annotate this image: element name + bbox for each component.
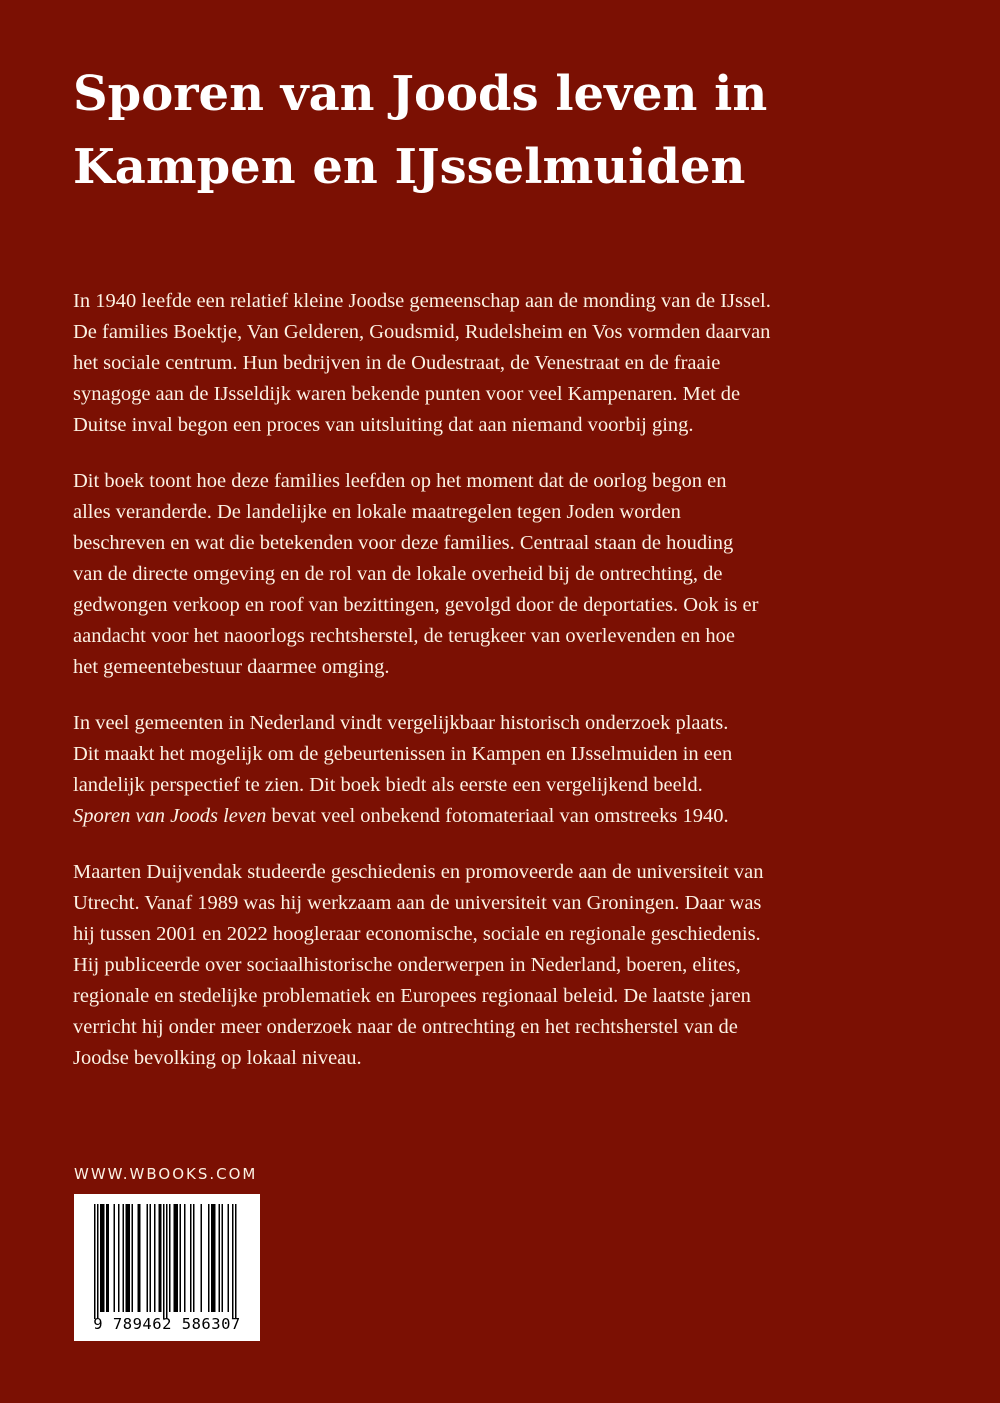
barcode-bar xyxy=(138,1204,140,1312)
barcode-bar xyxy=(175,1204,177,1312)
text-line: het gemeentebestuur daarmee omging. xyxy=(73,656,390,678)
text-line: In 1940 leefde een relatief kleine Joodse gemeenschap aan de monding van de IJssel. xyxy=(73,290,771,312)
text-line: alles veranderde. De landelijke en lokale maatregelen tegen Joden worden xyxy=(73,501,681,523)
text-line: Dit maakt het mogelijk om de gebeurtenissen in Kampen en IJsselmuiden in een xyxy=(73,743,733,765)
barcode-bar xyxy=(177,1204,179,1312)
barcode-bar xyxy=(184,1204,186,1312)
barcode-bar xyxy=(127,1204,129,1312)
barcode-bar xyxy=(174,1204,176,1312)
barcode-bar xyxy=(228,1204,230,1312)
barcode-bar xyxy=(214,1204,216,1312)
title-line-1: Sporen van Joods leven in xyxy=(73,66,768,122)
barcode-bar xyxy=(106,1204,108,1312)
paragraph-author-bio xyxy=(73,857,953,1074)
barcode-bar xyxy=(193,1204,195,1312)
text-line: Dit boek toont hoe deze families leefden op het moment dat de oorlog begon en xyxy=(73,470,727,492)
barcode-bar xyxy=(235,1204,237,1319)
isbn-barcode xyxy=(74,1194,260,1341)
barcode-bar xyxy=(208,1204,210,1312)
barcode-bar xyxy=(102,1204,104,1312)
barcode-bar xyxy=(118,1204,120,1312)
text-line: synagoge aan de IJsseldijk waren bekende punten voor veel Kampenaren. Met de xyxy=(73,383,741,405)
text-line: verricht hij onder meer onderzoek naar de ontrechting en het rechtsherstel van de xyxy=(73,1016,738,1038)
barcode-bar xyxy=(129,1204,131,1312)
barcode-bar xyxy=(222,1204,224,1312)
text-line: gedwongen verkoop en roof van bezittingen, gevolgd door de deportaties. Ook is er xyxy=(73,594,759,616)
text-line: Hij publiceerde over sociaalhistorische onderwerpen in Nederland, boeren, elites, xyxy=(73,954,741,976)
book-title xyxy=(73,58,933,204)
barcode-bar xyxy=(219,1204,221,1312)
barcode-bar xyxy=(160,1204,162,1312)
barcode-bars xyxy=(94,1204,254,1319)
text-line: Maarten Duijvendak studeerde geschiedenis en promoveerde aan de universiteit van xyxy=(73,861,764,883)
paragraph-history xyxy=(73,286,953,441)
barcode-bar xyxy=(103,1204,105,1312)
text-line: regionale en stedelijke problematiek en Europees regionaal beleid. De laatste jaren xyxy=(73,985,751,1007)
barcode-bar xyxy=(126,1204,128,1312)
text-line: In veel gemeenten in Nederland vindt vergelijkbaar historisch onderzoek plaats. xyxy=(73,712,729,734)
barcode-bar xyxy=(232,1204,234,1319)
barcode-bar xyxy=(163,1204,165,1319)
barcode-bar xyxy=(201,1204,203,1312)
italic-book-title: Sporen van Joods leven xyxy=(73,805,267,827)
text-line-italic-title xyxy=(73,801,953,832)
text-line: aandacht voor het naoorlogs rechtsherstel, de terugkeer van overlevenden en hoe xyxy=(73,625,735,647)
barcode-bar xyxy=(100,1204,102,1312)
isbn-number: 9 789462 586307 xyxy=(93,1315,241,1333)
text-line: het sociale centrum. Hun bedrijven in de Oudestraat, de Venestraat en de fraaie xyxy=(73,352,721,374)
text-line: De families Boektje, Van Gelderen, Goudsmid, Rudelsheim en Vos vormden daarvan xyxy=(73,321,771,343)
barcode-bar xyxy=(213,1204,215,1312)
barcode-bar xyxy=(108,1204,110,1312)
text-line: Duitse inval begon een proces van uitsluiting dat aan niemand voorbij ging. xyxy=(73,414,694,436)
title-line-2: Kampen en IJsselmuiden xyxy=(73,139,746,195)
barcode-bar xyxy=(97,1204,99,1319)
barcode-bar xyxy=(147,1204,149,1312)
barcode-bar xyxy=(114,1204,116,1312)
barcode-bar xyxy=(154,1204,156,1312)
text-line: Joodse bevolking op lokaal niveau. xyxy=(73,1047,362,1069)
barcode-bar xyxy=(169,1204,171,1312)
barcode-bar xyxy=(190,1204,192,1312)
barcode-bar xyxy=(94,1204,96,1319)
barcode-bar xyxy=(132,1204,134,1312)
barcode-bar xyxy=(211,1204,213,1312)
publisher-website: WWW.WBOOKS.COM xyxy=(74,1165,258,1183)
blurb xyxy=(73,286,953,1099)
paragraph-book-content xyxy=(73,466,953,683)
text-line: Utrecht. Vanaf 1989 was hij werkzaam aan de universiteit van Groningen. Daar was xyxy=(73,892,762,914)
barcode-bar xyxy=(159,1204,161,1312)
text-line: landelijk perspectief te zien. Dit boek biedt als eerste een vergelijkend beeld. xyxy=(73,774,703,796)
paragraph-comparison xyxy=(73,708,953,832)
barcode-bar xyxy=(180,1204,182,1312)
barcode-bar xyxy=(139,1204,141,1312)
text-line: van de directe omgeving en de rol van de lokale overheid bij de ontrechting, de xyxy=(73,563,723,585)
text-line: hij tussen 2001 en 2022 hoogleraar economische, sociale en regionale geschiedenis. xyxy=(73,923,761,945)
barcode-bar xyxy=(166,1204,168,1319)
barcode-bar xyxy=(150,1204,152,1312)
text-line: beschreven en wat die betekenden voor deze families. Centraal staan de houding xyxy=(73,532,734,554)
italic-line-rest: bevat veel onbekend fotomateriaal van omstreeks 1940. xyxy=(266,805,729,827)
barcode-bar xyxy=(123,1204,125,1312)
